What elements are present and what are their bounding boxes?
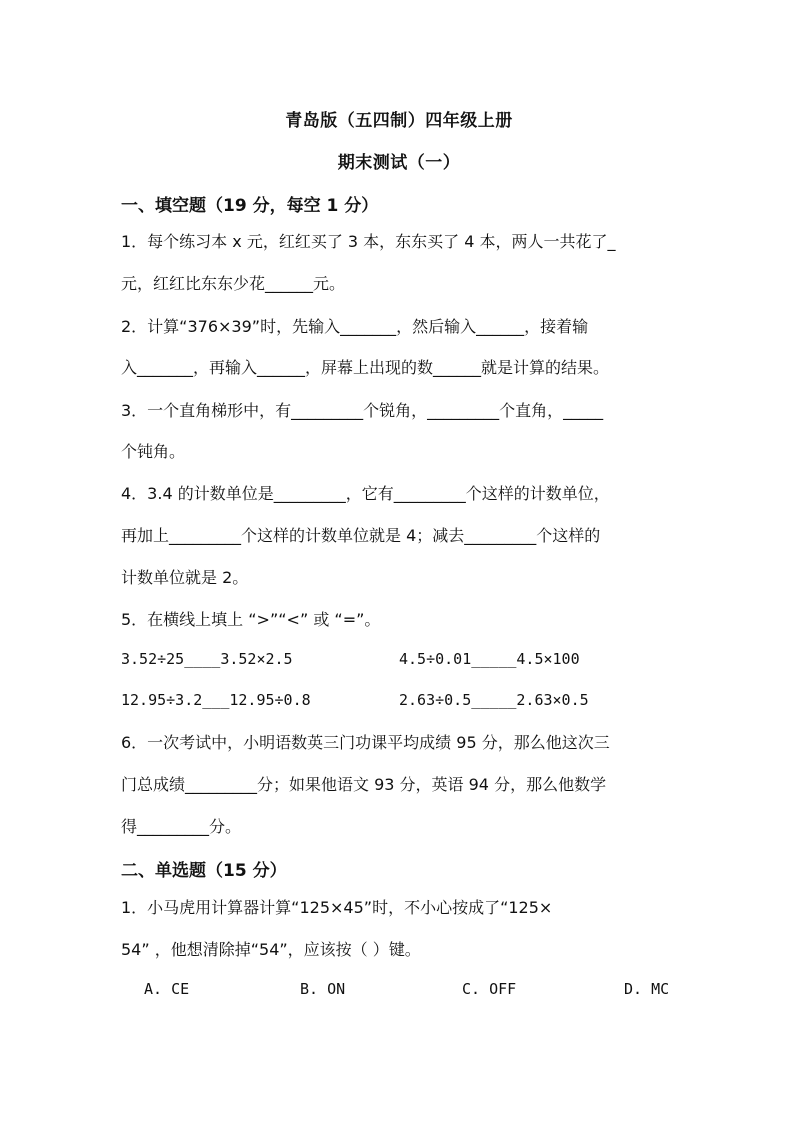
- compare-item: 2.63÷0.5_____2.63×0.5: [399, 691, 589, 709]
- question-line: 3．一个直角梯形中，有_________个锐角，_________个直角，_____: [121, 401, 604, 420]
- section-heading-single-choice: 二、单选题（15 分）: [121, 861, 287, 881]
- question-line: 门总成绩_________分；如果他语文 93 分，英语 94 分，那么他数学: [121, 775, 607, 794]
- question-line: 54” ，他想清除掉“54”，应该按（ ）键。: [121, 940, 421, 959]
- question-line: 4．3.4 的计数单位是_________，它有_________个这样的计数单位，: [121, 484, 610, 503]
- document-subtitle: 期末测试（一）: [337, 153, 461, 173]
- option-c: C. OFF: [462, 980, 517, 998]
- option-a: A. CE: [144, 980, 190, 998]
- question-line: 得_________分。: [121, 817, 242, 836]
- question-line: 6．一次考试中，小明语数英三门功课平均成绩 95 分，那么他这次三: [121, 733, 610, 752]
- compare-item: 4.5÷0.01_____4.5×100: [399, 650, 580, 668]
- question-line: 2．计算“376×39”时，先输入_______，然后输入______，接着输: [121, 317, 589, 336]
- question-line: 个钝角。: [121, 442, 186, 461]
- option-b: B. ON: [300, 980, 346, 998]
- question-line: 元，红红比东东少花______元。: [121, 274, 346, 293]
- document-title: 青岛版（五四制）四年级上册: [285, 111, 513, 131]
- compare-item: 3.52÷25____3.52×2.5: [121, 650, 293, 668]
- compare-item: 12.95÷3.2___12.95÷0.8: [121, 691, 311, 709]
- question-line: 1．小马虎用计算器计算“125×45”时，不小心按成了“125×: [121, 898, 553, 917]
- section-heading-fill-in: 一、填空题（19 分，每空 1 分）: [121, 196, 379, 216]
- question-line: 计数单位就是 2。: [121, 568, 249, 587]
- option-d: D. MC: [624, 980, 670, 998]
- question-line: 1．每个练习本 x 元，红红买了 3 本，东东买了 4 本，两人一共花了_: [121, 232, 616, 251]
- question-line: 5．在横线上填上 “>”“<” 或 “=”。: [121, 610, 381, 629]
- question-line: 入_______，再输入______，屏幕上出现的数______就是计算的结果。: [121, 358, 610, 377]
- question-line: 再加上_________个这样的计数单位就是 4；减去_________个这样的: [121, 526, 601, 545]
